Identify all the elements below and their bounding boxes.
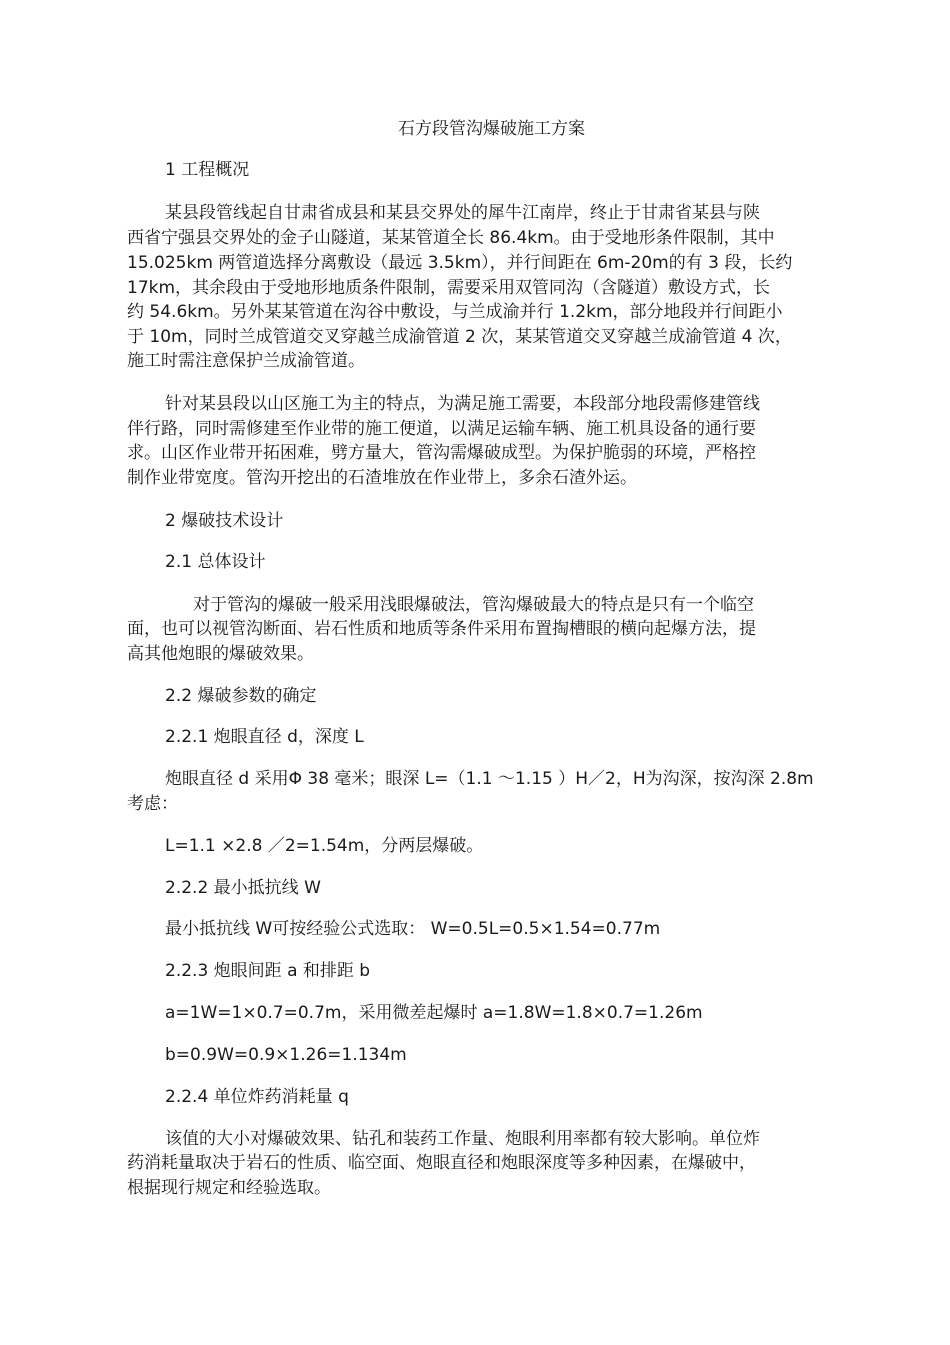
paragraph-3-line-2: 面，也可以视管沟断面、岩石性质和地质等条件采用布置掏槽眼的横向起爆方法，提: [127, 619, 756, 639]
section-heading-2-2-2: 2.2.2 最小抵抗线 W: [165, 878, 321, 898]
paragraph-3-line-1: 对于管沟的爆破一般采用浅眼爆破法，管沟爆破最大的特点是只有一个临空: [193, 595, 754, 615]
paragraph-2-line-1: 针对某县段以山区施工为主的特点，为满足施工需要，本段部分地段需修建管线: [165, 394, 760, 414]
section-heading-2-1: 2.1 总体设计: [165, 552, 266, 572]
equation-b: b=0.9W=0.9×1.26=1.134m: [165, 1045, 407, 1065]
paragraph-1-line-2: 西省宁强县交界处的金子山隧道，某某管道全长 86.4km。由于受地形条件限制，其中: [127, 228, 775, 248]
document-title: 石方段管沟爆破施工方案: [398, 119, 585, 139]
paragraph-2-line-3: 求。山区作业带开拓困难，劈方量大，管沟需爆破成型。为保护脆弱的环境，严格控: [127, 443, 756, 463]
paragraph-5-line-1: 该值的大小对爆破效果、钻孔和装药工作量、炮眼利用率都有较大影响。单位炸: [165, 1129, 760, 1149]
paragraph-1-line-5: 约 54.6km。另外某某管道在沟谷中敷设，与兰成渝并行 1.2km，部分地段并行间距小: [127, 302, 783, 322]
paragraph-1-line-7: 施工时需注意保护兰成渝管道。: [127, 351, 365, 371]
section-heading-2-2-4: 2.2.4 单位炸药消耗量 q: [165, 1087, 349, 1107]
section-heading-2: 2 爆破技术设计: [165, 511, 284, 531]
section-heading-2-2-3: 2.2.3 炮眼间距 a 和排距 b: [165, 961, 371, 981]
paragraph-1-line-4: 17km，其余段由于受地形地质条件限制，需要采用双管同沟（含隧道）敷设方式，长: [127, 278, 771, 298]
paragraph-4-line-2: 考虑：: [127, 794, 178, 814]
equation-l: L=1.1 ×2.8 ／2=1.54m，分两层爆破。: [165, 836, 484, 856]
paragraph-4-line-1: 炮眼直径 d 采用Φ 38 毫米；眼深 L=（1.1 ～1.15 ）H／2，H为沟深，按沟深 2.8m: [165, 769, 814, 789]
equation-w: 最小抵抗线 W可按经验公式选取： W=0.5L=0.5×1.54=0.77m: [165, 919, 661, 939]
paragraph-2-line-4: 制作业带宽度。管沟开挖出的石渣堆放在作业带上，多余石渣外运。: [127, 468, 637, 488]
paragraph-5-line-2: 药消耗量取决于岩石的性质、临空面、炮眼直径和炮眼深度等多种因素，在爆破中，: [127, 1153, 756, 1173]
section-heading-2-2: 2.2 爆破参数的确定: [165, 686, 317, 706]
paragraph-1-line-3: 15.025km 两管道选择分离敷设（最远 3.5km），并行间距在 6m-20m的有 3 段，长约: [127, 253, 793, 273]
equation-a: a=1W=1×0.7=0.7m，采用微差起爆时 a=1.8W=1.8×0.7=1.26m: [165, 1003, 703, 1023]
paragraph-2-line-2: 伴行路，同时需修建至作业带的施工便道，以满足运输车辆、施工机具设备的通行要: [127, 419, 756, 439]
section-heading-1: 1 工程概况: [165, 160, 250, 180]
section-heading-2-2-1: 2.2.1 炮眼直径 d，深度 L: [165, 727, 364, 747]
paragraph-3-line-3: 高其他炮眼的爆破效果。: [127, 644, 314, 664]
paragraph-1-line-1: 某县段管线起自甘肃省成县和某县交界处的犀牛江南岸，终止于甘肃省某县与陕: [165, 203, 760, 223]
paragraph-1-line-6: 于 10m，同时兰成管道交叉穿越兰成渝管道 2 次，某某管道交叉穿越兰成渝管道 4 次，: [127, 327, 792, 347]
paragraph-5-line-3: 根据现行规定和经验选取。: [127, 1178, 331, 1198]
